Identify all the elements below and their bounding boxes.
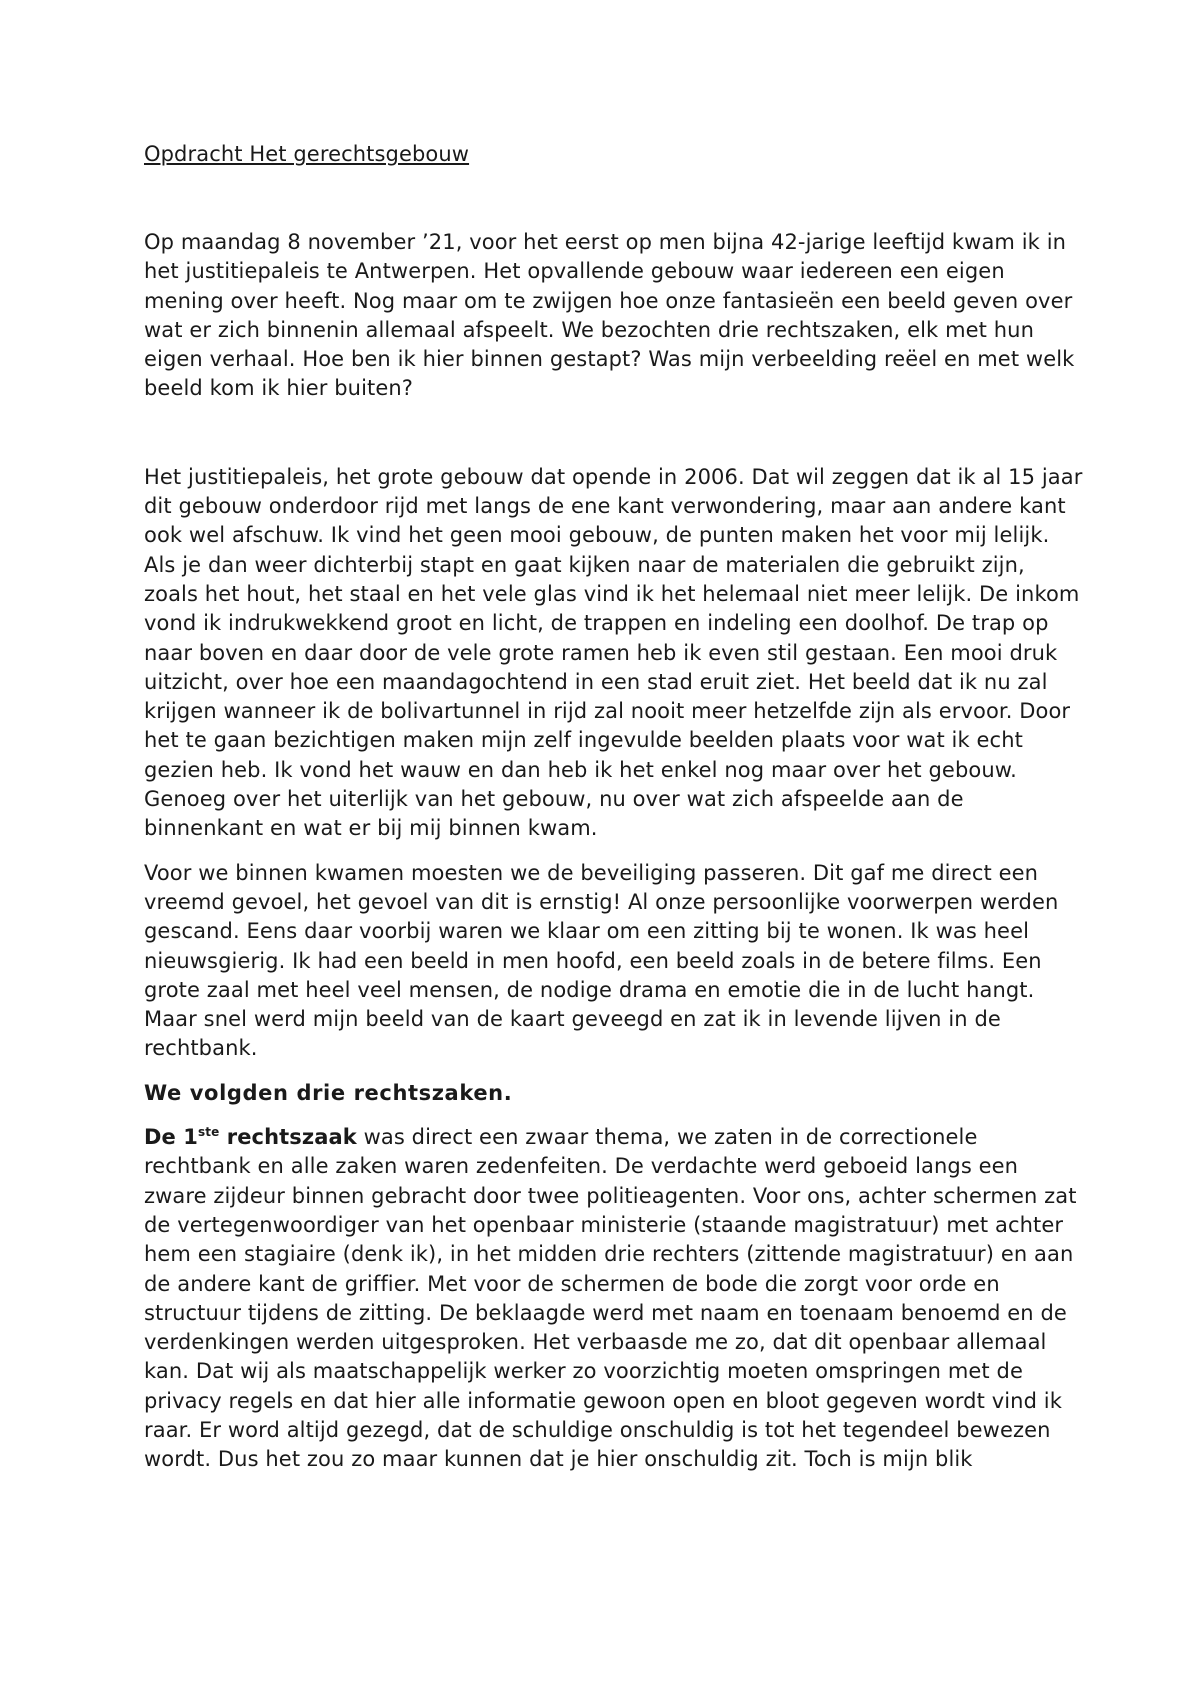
document-title: Opdracht Het gerechtsgebouw: [144, 142, 470, 166]
case-1-text: was direct een zwaar thema, we zaten in de correctionele rechtbank en alle zaken waren zedenfeiten. De verdachte werd geboeid langs een zware zijdeur binnen gebracht door twee politieagenten. Voor ons, achter schermen zat de vertegenwoordiger van het openbaar ministerie (staande magistratuur) met achter hem een stagiaire (denk ik), in het midden drie rechters (zittende magistratuur) en aan de andere kant de griffier. Met voor de schermen de bode die zorgt voor orde en structuur tijdens de zitting. De beklaagde werd met naam en toenaam benoemd en de verdenkingen werden uitgesproken. Het verbaasde me zo, dat dit openbaar allemaal kan. Dat wij als maatschappelijk werker zo voorzichtig moeten omspringen met de privacy regels en dat hier alle informatie gewoon open en bloot gegeven wordt vind ik raar. Er word altijd gezegd, dat de schuldige onschuldig is tot het tegendeel bewezen wordt. Dus het zou zo maar kunnen dat je hier onschuldig zit. Toch is mijn blik: [144, 1125, 1077, 1472]
document-page: [144, 140, 1084, 1475]
intro-paragraph: Op maandag 8 november ’21, voor het eerst op men bijna 42-jarige leeftijd kwam ik in het justitiepaleis te Antwerpen. Het opvallende gebouw waar iedereen een eigen mening over heeft. Nog maar om te zwijgen hoe onze fantasieën een beeld geven over wat er zich binnenin allemaal afspeelt. We bezochten drie rechtszaken, elk met hun eigen verhaal. Hoe ben ik hier binnen gestapt? Was mijn verbeelding reëel en met welk beeld kom ik hier buiten?: [144, 230, 1075, 401]
case-1-label-suffix: rechtszaak: [219, 1125, 357, 1150]
case-1-paragraph: [144, 1123, 1084, 1475]
security-paragraph: Voor we binnen kwamen moesten we de beveiliging passeren. Dit gaf me direct een vreemd gevoel, het gevoel van dit is ernstig! Al onze persoonlijke voorwerpen werden gescand. Eens daar voorbij waren we klaar om een zitting bij te wonen. Ik was heel nieuwsgierig. Ik had een beeld in men hoofd, een beeld zoals in de betere films. Een grote zaal met heel veel mensen, de nodige drama en emotie die in de lucht hangt. Maar snel werd mijn beeld van de kaart geveegd en zat ik in levende lijven in de rechtbank.: [144, 860, 1059, 1061]
case-1-label-prefix: De 1: [144, 1125, 198, 1150]
cases-subheading: We volgden drie rechtszaken.: [144, 1080, 513, 1105]
case-1-label-superscript: ste: [198, 1125, 220, 1140]
building-paragraph: Het justitiepaleis, het grote gebouw dat opende in 2006. Dat wil zeggen dat ik al 15 jaar dit gebouw onderdoor rijd met langs de ene kant verwondering, maar aan andere kant ook wel afschuw. Ik vind het geen mooi gebouw, de punten maken het voor mij lelijk. Als je dan weer dichterbij stapt en gaat kijken naar de materialen die gebruikt zijn, zoals het hout, het staal en het vele glas vind ik het helemaal niet meer lelijk. De inkom vond ik indrukwekkend groot en licht, de trappen en indeling een doolhof. De trap op naar boven en daar door de vele grote ramen heb ik even stil gestaan. Een mooi druk uitzicht, over hoe een maandagochtend in een stad eruit ziet. Het beeld dat ik nu zal krijgen wanneer ik de bolivartunnel in rijd zal nooit meer hetzelfde zijn als ervoor. Door het te gaan bezichtigen maken mijn zelf ingevulde beelden plaats voor wat ik echt gezien heb. Ik vond het wauw en dan heb ik het enkel nog maar over het gebouw. Genoeg over het uiterlijk van het gebouw, nu over wat zich afspeelde aan de binnenkant en wat er bij mij binnen kwam.: [144, 464, 1083, 841]
case-1-label: [144, 1125, 357, 1149]
